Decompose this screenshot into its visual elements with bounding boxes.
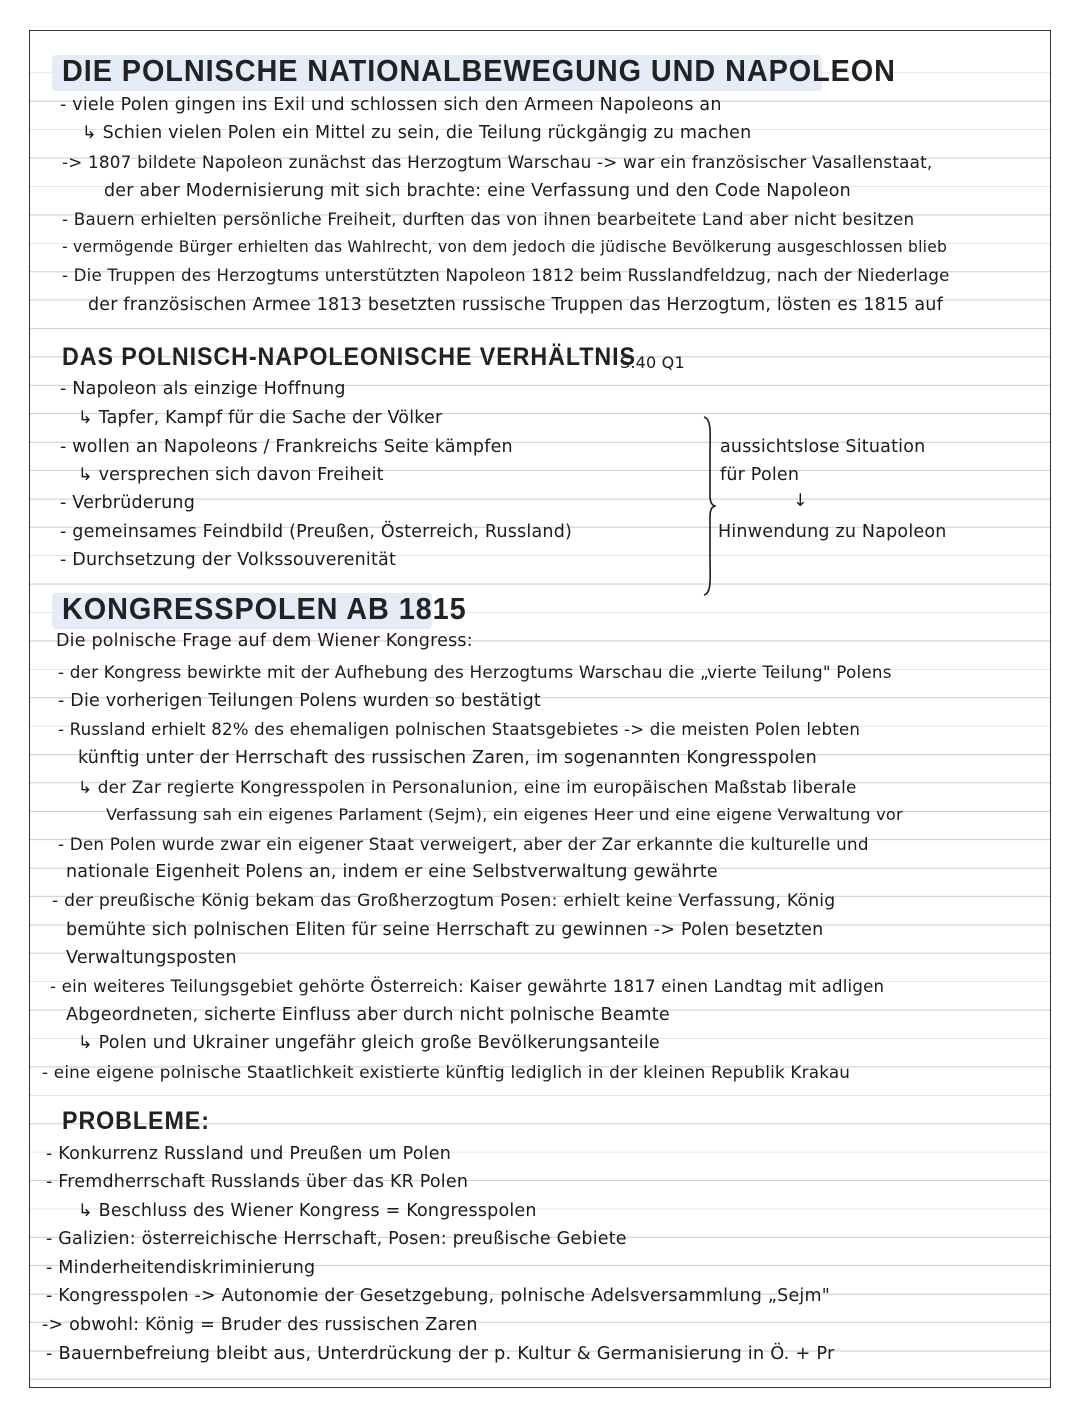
text-line: bemühte sich polnischen Eliten für seine Herrschaft zu gewinnen -> Polen besetzten <box>66 920 824 940</box>
heading-napoleon: DIE POLNISCHE NATIONALBEWEGUNG UND NAPOLEON <box>62 53 896 88</box>
text-line: ↳ versprechen sich davon Freiheit <box>78 465 384 485</box>
text-line: - Bauern erhielten persönliche Freiheit, durften das von ihnen bearbeitete Land aber nicht besitzen <box>62 209 915 229</box>
text-line: -> obwohl: König = Bruder des russischen Zaren <box>42 1315 478 1335</box>
text-line: Abgeordneten, sicherte Einfluss aber durch nicht polnische Beamte <box>66 1005 670 1025</box>
text-line: - Fremdherrschaft Russlands über das KR Polen <box>46 1172 469 1192</box>
side-note-line: für Polen <box>720 465 800 485</box>
text-line: ↳ Schien vielen Polen ein Mittel zu sein, die Teilung rückgängig zu machen <box>82 123 752 143</box>
text-line: - Durchsetzung der Volkssouverenität <box>60 550 397 570</box>
text-line: - Die vorherigen Teilungen Polens wurden so bestätigt <box>58 691 541 711</box>
text-line: - gemeinsames Feindbild (Preußen, Österreich, Russland) <box>60 522 573 542</box>
text-line: - vermögende Bürger erhielten das Wahlrecht, von dem jedoch die jüdische Bevölkerung ausgeschlossen blieb <box>62 238 948 256</box>
text-line: - Galizien: österreichische Herrschaft, Posen: preußische Gebiete <box>46 1229 627 1249</box>
text-line: ↳ Beschluss des Wiener Kongress = Kongresspolen <box>78 1201 537 1221</box>
text-line: - wollen an Napoleons / Frankreichs Seite kämpfen <box>60 437 513 457</box>
text-line: ↳ Tapfer, Kampf für die Sache der Völker <box>78 408 443 428</box>
text-line: - Die Truppen des Herzogtums unterstützten Napoleon 1812 beim Russlandfeldzug, nach der Niederlage <box>62 266 950 285</box>
text-line: - Den Polen wurde zwar ein eigener Staat verweigert, aber der Zar erkannte die kulturelle und <box>58 834 869 854</box>
heading-kongresspolen: KONGRESSPOLEN AB 1815 <box>62 591 467 626</box>
heading-verhaeltnis: DAS POLNISCH-NAPOLEONISCHE VERHÄLTNIS <box>62 343 636 371</box>
page-reference: S.40 Q1 <box>620 353 685 372</box>
text-line: - eine eigene polnische Staatlichkeit existierte künftig lediglich in der kleinen Republik Krakau <box>42 1062 851 1082</box>
text-line: - Konkurrenz Russland und Preußen um Polen <box>46 1144 451 1164</box>
side-note-line: aussichtslose Situation <box>720 437 926 457</box>
text-line: - Bauernbefreiung bleibt aus, Unterdrückung der p. Kultur & Germanisierung in Ö. + Pr <box>46 1343 835 1364</box>
down-arrow-icon: ↓ <box>793 491 808 511</box>
text-line: ↳ Polen und Ukrainer ungefähr gleich große Bevölkerungsanteile <box>78 1033 660 1053</box>
notebook-page <box>29 30 1051 1388</box>
text-line: - Verbrüderung <box>60 493 196 513</box>
text-line: - Minderheitendiskriminierung <box>46 1258 316 1278</box>
text-line: Verwaltungsposten <box>66 948 237 968</box>
text-line: - Napoleon als einzige Hoffnung <box>60 379 346 399</box>
text-line: nationale Eigenheit Polens an, indem er eine Selbstverwaltung gewährte <box>66 862 718 882</box>
curly-brace <box>702 415 716 597</box>
text-line: der aber Modernisierung mit sich brachte: eine Verfassung und den Code Napoleon <box>104 181 851 201</box>
text-line: künftig unter der Herrschaft des russischen Zaren, im sogenannten Kongresspolen <box>78 748 817 768</box>
text-line: - ein weiteres Teilungsgebiet gehörte Österreich: Kaiser gewährte 1817 einen Landtag mit adligen <box>50 977 885 996</box>
text-line: -> 1807 bildete Napoleon zunächst das Herzogtum Warschau -> war ein französischer Vasallenstaat, <box>62 152 933 172</box>
side-note-line: Hinwendung zu Napoleon <box>718 522 947 542</box>
text-line: - Kongresspolen -> Autonomie der Gesetzgebung, polnische Adelsversammlung „Sejm" <box>46 1286 830 1306</box>
text-line: - der Kongress bewirkte mit der Aufhebung des Herzogtums Warschau die „vierte Teilung" Polens <box>58 662 892 682</box>
text-line: - Russland erhielt 82% des ehemaligen polnischen Staatsgebietes -> die meisten Polen lebten <box>58 720 861 739</box>
heading-probleme: PROBLEME: <box>62 1107 210 1135</box>
text-line: - viele Polen gingen ins Exil und schlossen sich den Armeen Napoleons an <box>60 95 722 115</box>
text-line: - der preußische König bekam das Großherzogtum Posen: erhielt keine Verfassung, König <box>52 891 836 911</box>
text-line: Verfassung sah ein eigenes Parlament (Sejm), ein eigenes Heer und eine eigene Verwaltung vor <box>106 805 903 824</box>
text-line: der französischen Armee 1813 besetzten russische Truppen das Herzogtum, lösten es 1815 auf <box>88 295 943 315</box>
text-line: Die polnische Frage auf dem Wiener Kongress: <box>56 631 473 651</box>
text-line: ↳ der Zar regierte Kongresspolen in Personalunion, eine im europäischen Maßstab liberale <box>78 777 857 797</box>
